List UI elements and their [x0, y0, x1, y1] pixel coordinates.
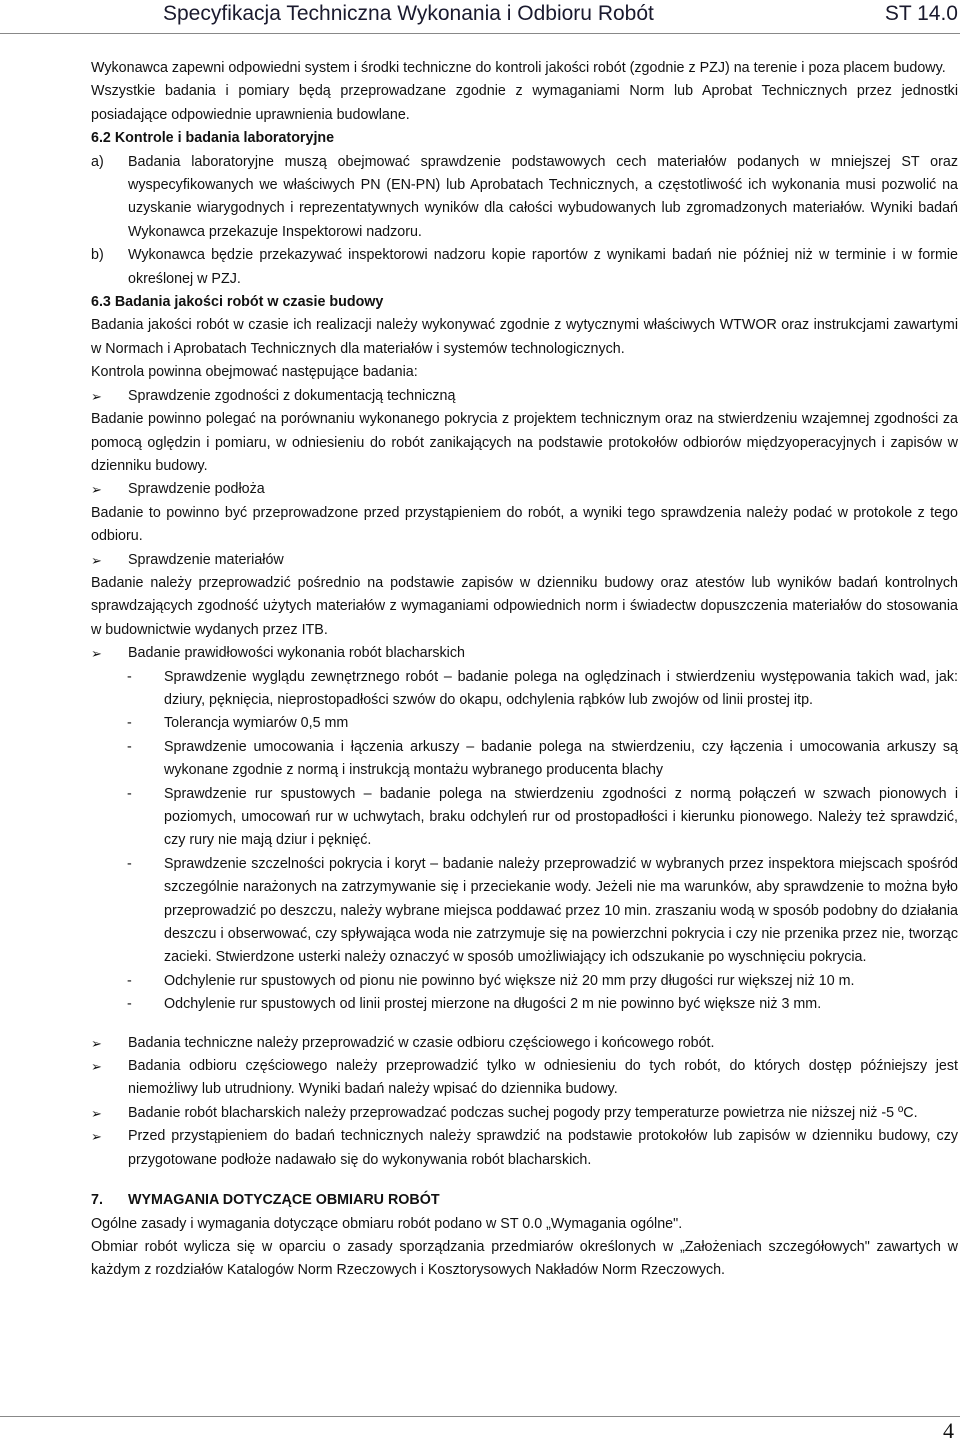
- dash-item: [91, 712, 958, 735]
- arrow-bullet-icon: ➢: [91, 552, 102, 568]
- spacer: [91, 1017, 958, 1032]
- list-item: [91, 244, 958, 291]
- bullet-1-description: Badanie powinno polegać na porównaniu wykonanego pokrycia z projektem technicznym oraz na stwierdzeniu wzajemnej zgodności za pomocą oględzin i pomiaru, w odniesieniu do robót zanikających na podstawie protokołów odbiorów międzyoperacyjnych i zapisów w dzienniku budowy.: [91, 411, 958, 474]
- spacer: [91, 1172, 958, 1189]
- header-divider: [0, 33, 960, 34]
- section-6-3-paragraph-1: Badania jakości robót w czasie ich realizacji należy wykonywać zgodnie z wytycznymi właściwych WTWOR oraz instrukcjami zawartymi w Normach i Aprobatach Technicznych dla materiałów i systemów technologicznych.: [91, 317, 958, 357]
- dash-marker: -: [127, 785, 132, 802]
- arrow-bullet-item: [91, 1125, 958, 1172]
- dash-marker: -: [127, 996, 132, 1013]
- dash-text: Sprawdzenie szczelności pokrycia i koryt – badanie należy przeprowadzić w wybranych przez inspektora miejscach spośród szczególnie narażonych na zatrzymywanie się i przeciekanie wody. Jeżeli nie ma warunków, aby sprawdzenie to można było przeprowadzić po deszczu, należy wybrane miejsca poddawać przez 10 min. zraszaniu wodą w sposób podobny do działania deszczu i obserwować, czy spływająca woda nie zatrzymuje się na powierzchni pokrycia i czy nie przenika przez nie, tworząc zacieki. Stwierdzone usterki należy oznaczyć w sposób umożliwiający ich odszukanie po wyschnięciu pokrycia.: [164, 855, 958, 966]
- dash-item: [91, 666, 958, 713]
- section-7-paragraph-1: Ogólne zasady i wymagania dotyczące obmiaru robót podano w ST 0.0 „Wymagania ogólne".: [91, 1215, 683, 1232]
- dash-text: Tolerancja wymiarów 0,5 mm: [164, 715, 349, 732]
- section-6-2-heading: 6.2 Kontrole i badania laboratoryjne: [91, 130, 335, 147]
- document-title: Specyfikacja Techniczna Wykonania i Odbioru Robót: [163, 2, 654, 25]
- section-title: WYMAGANIA DOTYCZĄCE OBMIARU ROBÓT: [128, 1192, 440, 1209]
- arrow-bullet-item: [91, 385, 958, 408]
- bullet-2-description: Badanie to powinno być przeprowadzone przed przystąpieniem do robót, a wyniki tego sprawdzenia należy podać w protokole z tego odbioru.: [91, 504, 958, 545]
- page-number: 4: [943, 1418, 954, 1443]
- arrow-bullet-icon: ➢: [91, 1035, 102, 1051]
- dash-marker: -: [127, 715, 132, 732]
- bullet-text: Badanie robót blacharskich należy przeprowadzać podczas suchej pogody przy temperaturze powietrza nie niższej niż -5 ºC.: [128, 1104, 918, 1121]
- arrow-bullet-icon: ➢: [91, 1105, 102, 1121]
- bullet-3-description: Badanie należy przeprowadzić pośrednio na podstawie zapisów w dzienniku budowy oraz atestów lub wyników badań kontrolnych sprawdzających zgodność użytych materiałów z wymaganiami odpowiednich norm i świadectw dopuszczenia materiałów do stosowania w budownictwie wydanych przez ITB.: [91, 574, 958, 638]
- document-body: [91, 57, 958, 1283]
- arrow-bullet-icon: ➢: [91, 1129, 102, 1145]
- list-label: a): [91, 153, 104, 170]
- dash-item: [91, 853, 958, 970]
- page-header: [0, 0, 960, 34]
- dash-marker: -: [127, 668, 132, 685]
- arrow-bullet-item: [91, 642, 958, 665]
- arrow-bullet-item: [91, 1102, 958, 1125]
- arrow-bullet-icon: ➢: [91, 388, 102, 404]
- dash-text: Sprawdzenie wyglądu zewnętrznego robót – badanie polega na oględzinach i stwierdzeniu występowania takich wad, jak: dziury, pęknięcia, nieprostopadłości szwów do okapu, odchylenia rąbków lub zwojów od linii prostej itp.: [164, 668, 958, 708]
- list-item: [91, 151, 958, 245]
- arrow-bullet-icon: ➢: [91, 1059, 102, 1075]
- section-number: 7.: [91, 1192, 103, 1209]
- bullet-text: Badanie prawidłowości wykonania robót blacharskich: [128, 645, 465, 662]
- footer-divider: [0, 1416, 960, 1417]
- section-6-3-heading: 6.3 Badania jakości robót w czasie budowy: [91, 294, 384, 311]
- dash-text: Sprawdzenie rur spustowych – badanie polega na stwierdzeniu zgodności z normą połączeń w szwach pionowych i poziomych, umocowań rur w uchwytach, braku odchyleń rur od prostopadłości i kierunku pionowego. Należy też sprawdzić, czy rury nie mają dziur i pęknięć.: [164, 785, 958, 849]
- bullet-text: Przed przystąpieniem do badań technicznych należy sprawdzić na podstawie protokołów lub zapisów w dzienniku budowy, czy przygotowane podłoże nadawało się do wykonywania robót blacharskich.: [128, 1128, 958, 1168]
- section-7-paragraph-2: Obmiar robót wylicza się w oparciu o zasady sporządzania przedmiarów określonych w „Założeniach szczegółowych" zawartych w każdym z rozdziałów Katalogów Norm Rzeczowych i Kosztorysowych Nakładów Norm Rzeczowych.: [91, 1238, 958, 1279]
- dash-marker: -: [127, 855, 132, 872]
- dash-text: Odchylenie rur spustowych od pionu nie powinno być większe niż 20 mm przy długości rur większej niż 10 m.: [164, 972, 855, 989]
- arrow-bullet-icon: ➢: [91, 646, 102, 662]
- dash-item: [91, 783, 958, 853]
- arrow-bullet-item: [91, 1055, 958, 1102]
- arrow-bullet-item: [91, 478, 958, 501]
- dash-item: [91, 736, 958, 783]
- dash-item: [91, 970, 958, 993]
- list-text: Badania laboratoryjne muszą obejmować sprawdzenie podstawowych cech materiałów podanych w mniejszej ST oraz wyspecyfikowanych we właściwych PN (EN-PN) lub Aprobatach Technicznych, a częstotliwość ich wykonania musi pozwolić na uzyskanie wiarygodnych i reprezentatywnych wyników dla całości wybudowanych lub zgromadzonych materiałów. Wyniki badań Wykonawca przekazuje Inspektorowi nadzoru.: [128, 153, 958, 240]
- arrow-bullet-item: [91, 1032, 958, 1055]
- dash-marker: -: [127, 738, 132, 755]
- list-text: Wykonawca będzie przekazywać inspektorowi nadzoru kopie raportów z wynikami badań nie później niż w terminie i w formie określonej w PZJ.: [128, 247, 958, 287]
- bullet-text: Badania techniczne należy przeprowadzić w czasie odbioru częściowego i końcowego robót.: [128, 1034, 715, 1051]
- section-7-heading: [91, 1189, 958, 1212]
- dash-item: [91, 993, 958, 1016]
- bullet-text: Badania odbioru częściowego należy przeprowadzić tylko w odniesieniu do tych robót, do których dostęp późniejszy jest niemożliwy lub utrudniony. Wyniki badań należy wpisać do dziennika budowy.: [128, 1058, 958, 1098]
- bullet-text: Sprawdzenie materiałów: [128, 551, 284, 568]
- dash-text: Odchylenie rur spustowych od linii prostej mierzone na długości 2 m nie powinno być większe niż 3 mm.: [164, 996, 822, 1013]
- list-label: b): [91, 247, 104, 264]
- intro-paragraph-2: Wszystkie badania i pomiary będą przeprowadzane zgodnie z wymaganiami Norm lub Aprobat Technicznych przez jednostki posiadające odpowiednie uprawnienia budowlane.: [91, 83, 958, 123]
- arrow-bullet-icon: ➢: [91, 482, 102, 498]
- bullet-text: Sprawdzenie zgodności z dokumentacją techniczną: [128, 387, 456, 404]
- intro-paragraph-1: Wykonawca zapewni odpowiedni system i środki techniczne do kontroli jakości robót (zgodnie z PZJ) na terenie i poza placem budowy.: [91, 60, 946, 76]
- section-6-3-paragraph-2: Kontrola powinna obejmować następujące badania:: [91, 364, 418, 381]
- bullet-text: Sprawdzenie podłoża: [128, 481, 265, 498]
- dash-marker: -: [127, 972, 132, 989]
- spec-code: ST 14.0: [884, 2, 958, 25]
- arrow-bullet-item: [91, 549, 958, 572]
- dash-text: Sprawdzenie umocowania i łączenia arkuszy – badanie polega na stwierdzeniu, czy łączenia i umocowania arkuszy są wykonane zgodnie z normą i instrukcją montażu wybranego producenta blachy: [164, 738, 958, 779]
